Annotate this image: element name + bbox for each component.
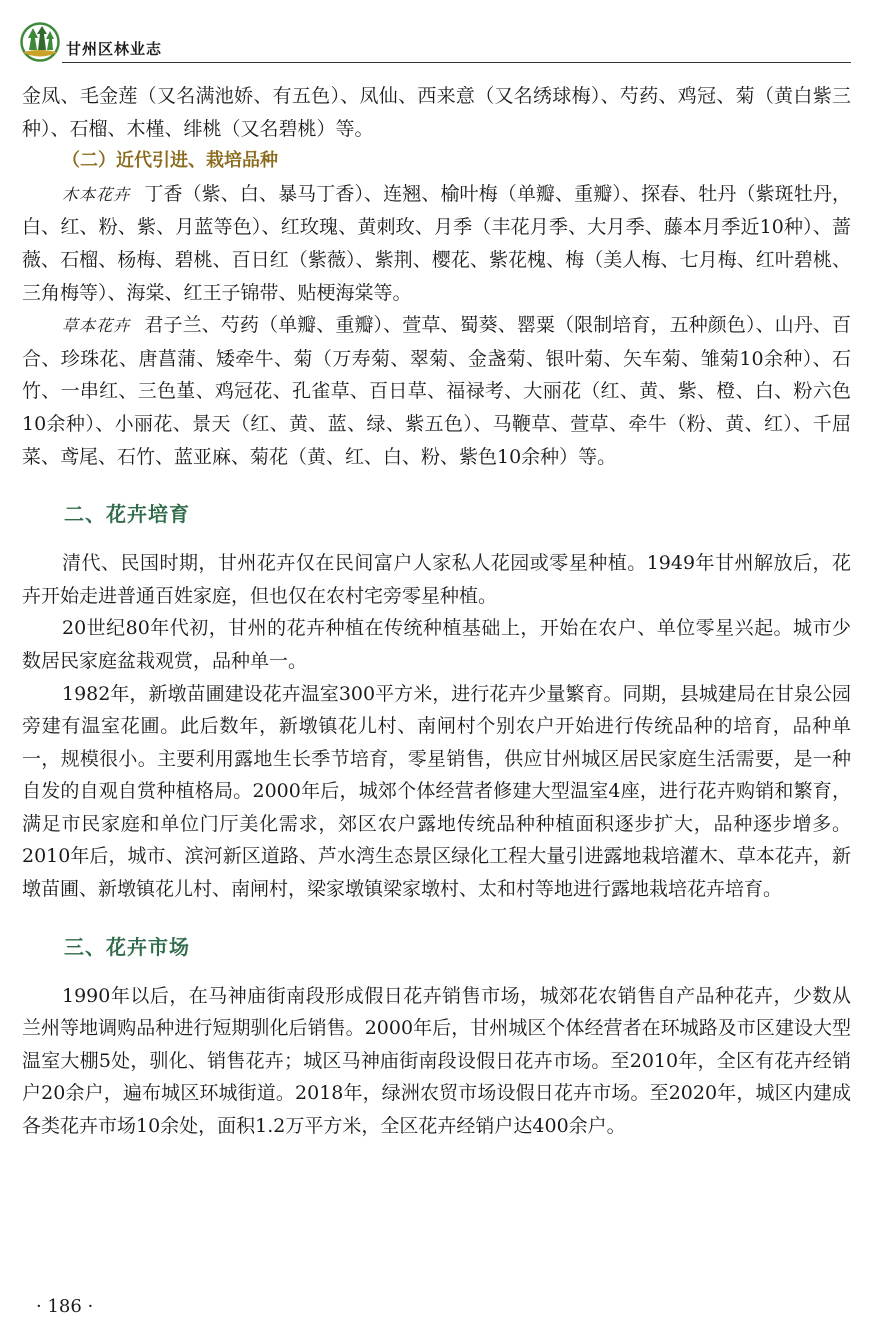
cultivation-paragraph-1: 清代、民国时期，甘州花卉仅在民间富户人家私人花园或零星种植。1949年甘州解放后，花卉开始走进普通百姓家庭，但也仅在农村宅旁零星种植。 bbox=[22, 552, 851, 607]
herbaceous-flowers-paragraph bbox=[22, 309, 851, 473]
herbaceous-flowers-label: 草本花卉 bbox=[62, 316, 131, 336]
page-header bbox=[20, 20, 851, 64]
page-body bbox=[22, 80, 851, 1143]
market-paragraph-1: 1990年以后，在马神庙街南段形成假日花卉销售市场，城郊花农销售自产品种花卉，少数从兰州等地调购品种进行短期驯化后销售。2000年后，甘州城区个体经营者在环城路及市区建设大型温室大棚5处，驯化、销售花卉；城区马神庙街南段设假日花卉市场。至2010年，全区有花卉经销户20余户，遍布城区环城街道。2018年，绿洲农贸市场设假日花卉市场。至2020年，城区内建成各类花卉市场10余处，面积1.2万平方米，全区花卉经销户达400余户。 bbox=[22, 984, 851, 1138]
subsection-heading: （二）近代引进、栽培品种 bbox=[62, 150, 278, 172]
woody-flowers-text: 丁香（紫、白、暴马丁香）、连翘、榆叶梅（单瓣、重瓣）、探春、牡丹（紫斑牡丹，白、红、粉、紫、月蓝等色）、红玫瑰、黄刺玫、月季（丰花月季、大月季、藤本月季近10种）、蔷薇、石榴、杨梅、碧桃、百日红（紫薇）、紫荆、樱花、紫花槐、梅（美人梅、七月梅、红叶碧桃、三角梅等）、海棠、红王子锦带、贴梗海棠等。 bbox=[22, 182, 851, 304]
page-number: · 186 · bbox=[36, 1296, 94, 1317]
forest-logo-icon bbox=[20, 22, 60, 62]
intro-paragraph: 金凤、毛金莲（又名满池娇、有五色）、凤仙、西来意（又名绣球梅）、芍药、鸡冠、菊（黄白紫三种）、石榴、木槿、绯桃（又名碧桃）等。 bbox=[22, 85, 851, 140]
cultivation-paragraph-2: 20世纪80年代初，甘州的花卉种植在传统种植基础上，开始在农户、单位零星兴起。城市少数居民家庭盆栽观赏，品种单一。 bbox=[22, 617, 851, 672]
cultivation-paragraph-3: 1982年，新墩苗圃建设花卉温室300平方米，进行花卉少量繁育。同期，县城建局在甘泉公园旁建有温室花圃。此后数年，新墩镇花儿村、南闸村个别农户开始进行传统品种的培育，品种单一，规模很小。主要利用露地生长季节培育，零星销售，供应甘州城区居民家庭生活需要，是一种自发的自观自赏种植格局。2000年后，城郊个体经营者修建大型温室4座，进行花卉购销和繁育，满足市民家庭和单位门厅美化需求，郊区农户露地传统品种种植面积逐步扩大，品种逐步增多。2010年后，城市、滨河新区道路、芦水湾生态景区绿化工程大量引进露地栽培灌木、草本花卉，新墩苗圃、新墩镇花儿村、南闸村，梁家墩镇梁家墩村、太和村等地进行露地栽培花卉培育。 bbox=[22, 682, 851, 901]
woody-flowers-paragraph bbox=[22, 178, 851, 309]
herbaceous-flowers-text: 君子兰、芍药（单瓣、重瓣）、萱草、蜀葵、罂粟（限制培育，五种颜色）、山丹、百合、珍珠花、唐菖蒲、矮牵牛、菊（万寿菊、翠菊、金盏菊、银叶菊、矢车菊、雏菊10余种）、石竹、一串红、三色堇、鸡冠花、孔雀草、百日草、福禄考、大丽花（红、黄、紫、橙、白、粉六色10余种）、小丽花、景天（红、黄、蓝、绿、紫五色）、马鞭草、萱草、牵牛（粉、黄、红）、千屈菜、鸢尾、石竹、蓝亚麻、菊花（黄、红、白、粉、紫色10余种）等。 bbox=[22, 314, 851, 468]
section-heading-cultivation: 二、花卉培育 bbox=[64, 502, 190, 527]
woody-flowers-label: 木本花卉 bbox=[62, 184, 131, 204]
section-heading-market: 三、花卉市场 bbox=[64, 934, 190, 959]
header-divider bbox=[62, 62, 851, 63]
book-title: 甘州区林业志 bbox=[66, 40, 163, 58]
